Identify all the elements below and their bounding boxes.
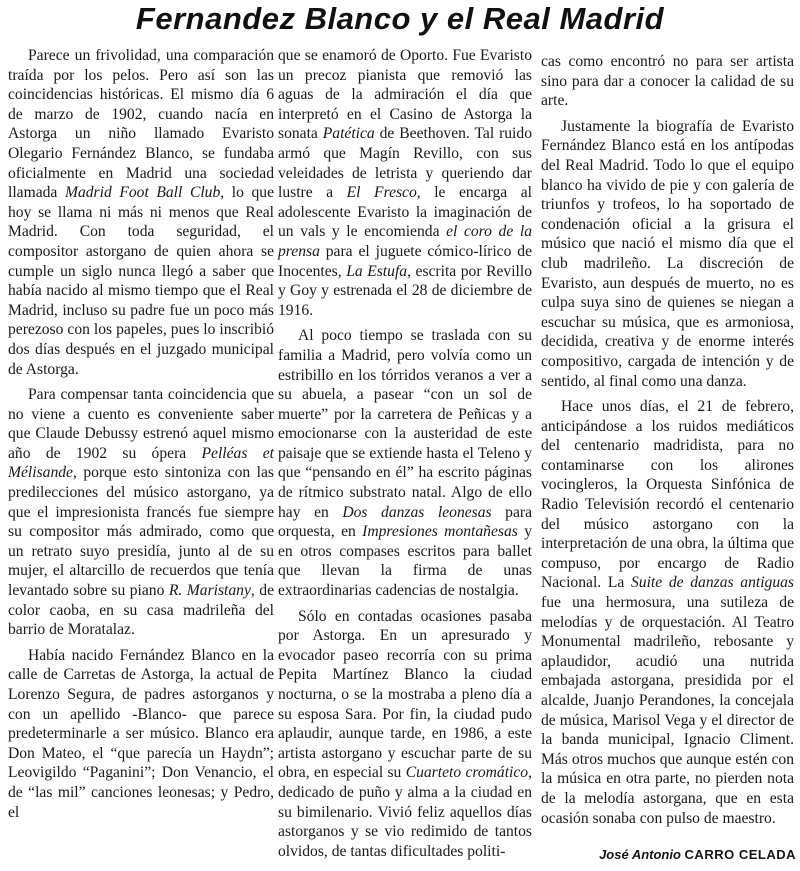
- paragraph: Hace unos días, el 21 de febrero, anticipándose a los ruidos mediáticos del centenario madridista, para no contaminarse con los alirones vocingleros, la Orquesta Sinfónica de Radio Televisión recordó el centenario del músico astorgano con la interpretación de una obra, la última que compuso, por encargo de Radio Nacional. La Suite de danzas antiguas fue una hermosura, una sutileza de melodías y de orquestación. Al Teatro Monumental madrileño, rebosante y aplaudidor, acudió una nutrida embajada astorgana, presidida por el alcalde, Juanjo Perandones, la concejala de música, Marisol Vega y el director de la banda municipal, Ignacio Climent. Más otros muchos que aunque estén con la música en otra parte, no pierden nota de la melodía astorgana, que en esta ocasión sonaba con pulso de maestro.: [541, 398, 794, 827]
- paragraph: Parece un frivolidad, una comparación traída por los pelos. Pero así son las coincidencias históricas. El mismo día 6 de marzo de 1902, cuando nacía en Astorga un niño llamado Evaristo Olegario Fernández Blanco, se fundaba oficialmente en Madrid una sociedad llamada Madrid Foot Ball Club, lo que hoy se llama ni más ni menos que Real Madrid. Con toda seguridad, el compositor astorgano de quien ahora se cumple un siglo nunca llegó a saber que había nacido al mismo tiempo que el Real Madrid, incluso su padre fue un poco más perezoso con los papeles, pues lo inscribió dos días después en el juzgado municipal de Astorga.: [8, 47, 274, 378]
- article-headline: Fernandez Blanco y el Real Madrid: [135, 1, 665, 36]
- paragraph: Había nacido Fernández Blanco en la calle de Carretas de Astorga, la actual de Lorenzo Segura, de padres astorganos y con un apellido -Blanco- que parece predeterminarle a ser músico. Blanco era Don Mateo, el “que parecía un Haydn”; Leovigildo “Paganini”; Don Venancio, el de “las mil” canciones leonesas; y Pedro, el: [8, 646, 274, 821]
- column-1: [8, 46, 274, 828]
- club-name: Madrid Foot Ball Club: [64, 184, 221, 202]
- paragraph: Sólo en contadas ocasiones pasaba por Astorga. En un apresurado y evocador paseo recorría con su prima Pepita Martínez Blanco la ciudad nocturna, o se la mostraba a pleno día a su esposa Sara. Por fin, la ciudad pudo aplaudir, aunque tarde, en 1986, a este artista astorgano y escuchar parte de su obra, en especial su Cuarteto cromático, dedicado de puño y alma a la ciudad en su bimilenario. Vivió feliz aquellos días astorganos y se vio redimido de tantos olvidos, de tantas dificultades politi-: [278, 607, 533, 860]
- author-byline: José Antonio CARRO CELADA: [599, 847, 796, 862]
- paragraph: cas como encontró no para ser artista sino para dar a conocer la calidad de su arte.: [541, 53, 794, 110]
- piano-brand: R. Maristany: [168, 582, 251, 600]
- paragraph: que se enamoró de Oporto. Fue Evaristo un precoz pianista que removió las aguas de la admiración el día que interpretó en el Casino de Astorga la sonata Patética de Beethoven. Tal ruido armó que Magín Revillo, con sus veleidades de letrista y queriendo dar lustre a El Fresco, le encarga al adolescente Evaristo la imaginación de un vals y le encomienda el coro de la prensa para el juguete cómico-lírico de Inocentes, La Estufa, escrita por Revillo y Goy y estrenada el 28 de diciembre de 1916.: [278, 47, 533, 319]
- column-2: [278, 46, 532, 867]
- paragraph: Para compensar tanta coincidencia que no viene a cuento es conveniente saber que Claude Debussy estrenó aquel mismo año de 1902 su ópera Pelléas et Mélisande, porque esto sintoniza con las predilecciones del músico astorgano, ya que el impresionista francés fue siempre su compositor más admirado, como que un retrato suyo presidía, junto al de su mujer, el altarcillo de recuerdos que tenía levantado sobre su piano R. Maristany, de color caoba, en su casa madrileña del barrio de Moratalaz.: [8, 386, 275, 639]
- column-3: [541, 52, 794, 834]
- paragraph: Al poco tiempo se traslada con su familia a Madrid, pero volvía como un estribillo en los tórridos veranos a ver a su abuela, a pasear “con un sol de muerte” por la carretera de Peñicas y a emocionarse con la austeridad de este paisaje que se extiende hasta el Teleno y que “pensando en él” ha escrito páginas de rítmico substrato natal. Algo de ello hay en Dos danzas leonesas para orquesta, en Impresiones montañesas y en otros compases escritos para ballet que llevan la firma de unas extraordinarias cadencias de nostalgia.: [278, 327, 532, 600]
- paragraph: Justamente la biografía de Evaristo Fernández Blanco está en los antípodas del Real Madrid. Todo lo que el equipo blanco ha vivido de pie y con galería de triunfos y trofeos, lo ha soportado de condenación oficial a la grisura el músico que nació el mismo día que el club madrileño. La discreción de Evaristo, aun después de muerto, no es culpa suya sino de quienes se niegan a escuchar su música, que es armoniosa, decidida, creativa y de enorme interés compositivo, cargada de intención y de sentido, al final como una danza.: [541, 117, 794, 390]
- opera-title: Pelléas et Mélisande: [8, 444, 274, 482]
